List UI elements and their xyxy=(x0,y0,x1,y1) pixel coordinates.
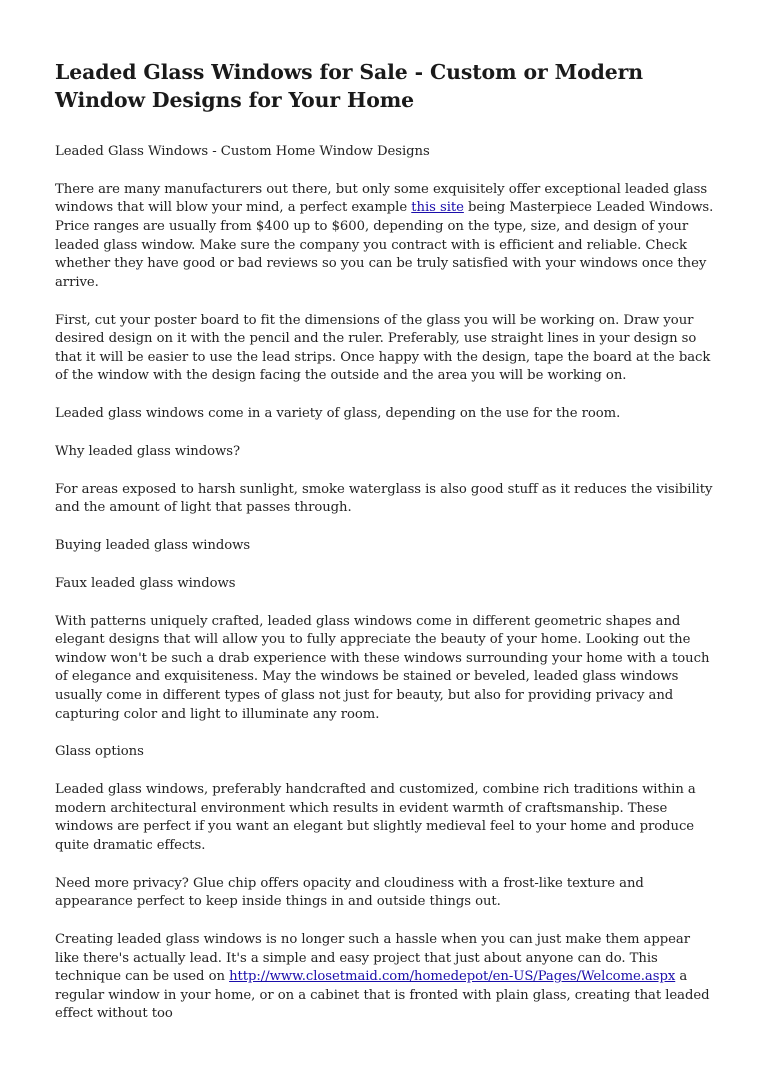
paragraph-manufacturers xyxy=(55,181,715,293)
paragraph-harsh-sunlight: For areas exposed to harsh sunlight, smoke waterglass is also good stuff as it reduces the visibility and the amount of light that passes through. xyxy=(55,481,713,516)
paragraph-text: being Masterpiece Leaded Windows. Price ranges are usually from $400 up to $600, depending on the type, size, and design of your leaded glass window. Make sure the company you contract with is efficient and reliable. Check whether they have good or bad reviews so you can be truly satisfied with your windows once they arrive. xyxy=(55,200,714,290)
paragraph-poster-board: First, cut your poster board to fit the dimensions of the glass you will be working on. Draw your desired design on it with the pencil and the ruler. Preferably, use straight lines in your design so that it will be easier to use the lead strips. Once happy with the design, tape the board at the back of the window with the design facing the outside and the area you will be working on. xyxy=(55,312,711,384)
paragraph-handcrafted: Leaded glass windows, preferably handcrafted and customized, combine rich traditions within a modern architectural environment which results in evident warmth of craftsmanship. These windows are perfect if you want an elegant but slightly medieval feel to your home and produce quite dramatic effects. xyxy=(55,782,696,853)
paragraph-patterns: With patterns uniquely crafted, leaded glass windows come in different geometric shapes and elegant designs that will allow you to fully appreciate the beauty of your home. Looking out the window won't be such a drab experience with these windows surrounding your home with a touch of elegance and exquisiteness. May the windows be stained or beveled, leaded glass windows usually come in different types of glass not just for beauty, but also for providing privacy and capturing color and light to illuminate any room. xyxy=(55,613,710,722)
paragraph-text: Creating leaded glass windows is no longer such a hassle when you can just make them appear like there's actually lead. It's a simple and easy project that just about anyone can do. This technique can be used on xyxy=(55,932,690,985)
subtitle-paragraph: Leaded Glass Windows - Custom Home Window Designs xyxy=(55,144,430,159)
document-title: Leaded Glass Windows for Sale - Custom or Modern Window Designs for Your Home xyxy=(55,60,644,112)
heading-glass-options: Glass options xyxy=(55,744,144,760)
heading-buying: Buying leaded glass windows xyxy=(55,538,251,554)
paragraph-text: a regular window in your home, or on a cabinet that is fronted with plain glass, creating that leaded effect without too xyxy=(55,969,710,1022)
paragraph-privacy: Need more privacy? Glue chip offers opacity and cloudiness with a frost-like texture and appearance perfect to keep inside things in and outside things out. xyxy=(55,875,644,910)
paragraph-text: There are many manufacturers out there, but only some exquisitely offer exceptional leaded glass windows that will blow your mind, a perfect example xyxy=(55,181,708,216)
this-site-link[interactable]: this site xyxy=(411,200,464,216)
document-page xyxy=(55,58,715,1043)
heading-faux: Faux leaded glass windows xyxy=(55,575,236,591)
heading-why-leaded: Why leaded glass windows? xyxy=(55,443,240,459)
paragraph-variety: Leaded glass windows come in a variety of glass, depending on the use for the room. xyxy=(55,406,621,422)
paragraph-creating xyxy=(55,931,715,1024)
closetmaid-link[interactable]: http://www.closetmaid.com/homedepot/en-US/Pages/Welcome.aspx xyxy=(229,969,676,985)
